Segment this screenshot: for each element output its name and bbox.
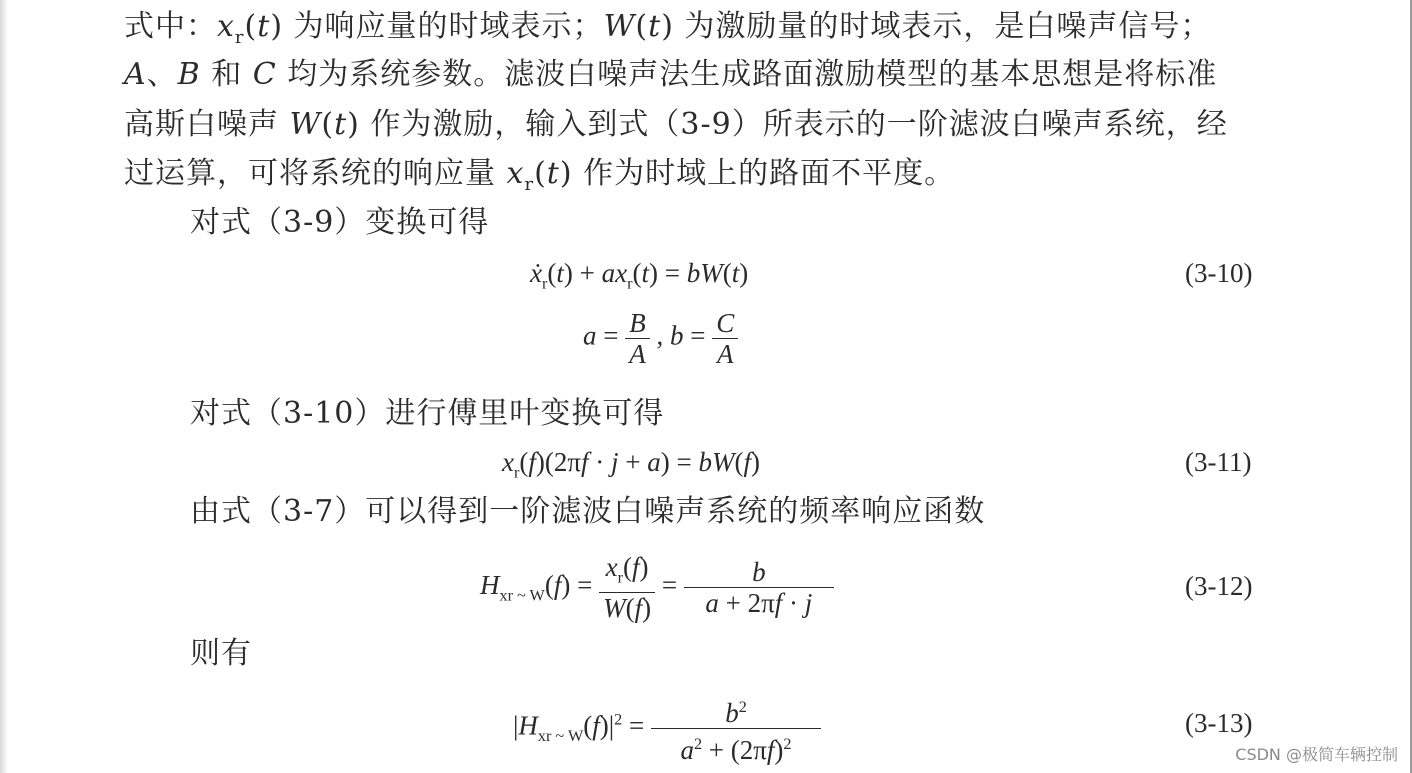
equation-number-3-11: (3-11) bbox=[1185, 447, 1252, 477]
equation-number-3-10: (3-10) bbox=[1185, 258, 1253, 288]
text-frequency-response: 由式（3-7）可以得到一阶滤波白噪声系统的频率响应函数 bbox=[190, 494, 986, 529]
paragraph-line-3: 高斯白噪声 W(t) 作为激励，输入到式（3-9）所表示的一阶滤波白噪声系统，经 bbox=[124, 107, 1228, 142]
equation-number-3-12: (3-12) bbox=[1185, 571, 1253, 601]
equation-3-13: $|H_{xr \sim W}(f)|^2$ = $\frac{b^2}{a^2 + (2\pi f)^2}$ bbox=[513, 692, 821, 765]
equation-3-12: $H_{xr \sim W}(f)$ = $\frac{x_r(f)}{W(f)}$ = $\frac{b}{a + 2\pi f \cdot j}$ bbox=[480, 552, 834, 623]
text-transform: 对式（3-9）变换可得 bbox=[190, 205, 490, 240]
page-left-shadow bbox=[0, 0, 8, 773]
equation-3-10: ẋ$_r$(t) + $ax_r(t) = bW(t)$ bbox=[530, 258, 749, 293]
paragraph-line-1: 式中：$x_r(t)$ 为响应量的时域表示；W(t) 为激励量的时域表示，是白噪声信号； bbox=[124, 9, 1212, 48]
equation-parameters: a = $\frac{B}{A}$ , b = $\frac{C}{A}$ bbox=[583, 308, 738, 369]
text-fourier: 对式（3-10）进行傅里叶变换可得 bbox=[190, 396, 665, 431]
paragraph-line-2: A、B 和 C 均为系统参数。滤波白噪声法生成路面激励模型的基本思想是将标准 bbox=[124, 57, 1218, 92]
equation-number-3-13: (3-13) bbox=[1185, 708, 1253, 738]
text-then: 则有 bbox=[190, 636, 252, 671]
csdn-watermark: CSDN @极简车辆控制 bbox=[1235, 745, 1398, 764]
paragraph-line-4: 过运算，可将系统的响应量 $x_r(t)$ 作为时域上的路面不平度。 bbox=[124, 156, 956, 195]
equation-3-11: $x_r(f)(2\pi f \cdot j + a) = bW(f)$ bbox=[502, 447, 761, 482]
